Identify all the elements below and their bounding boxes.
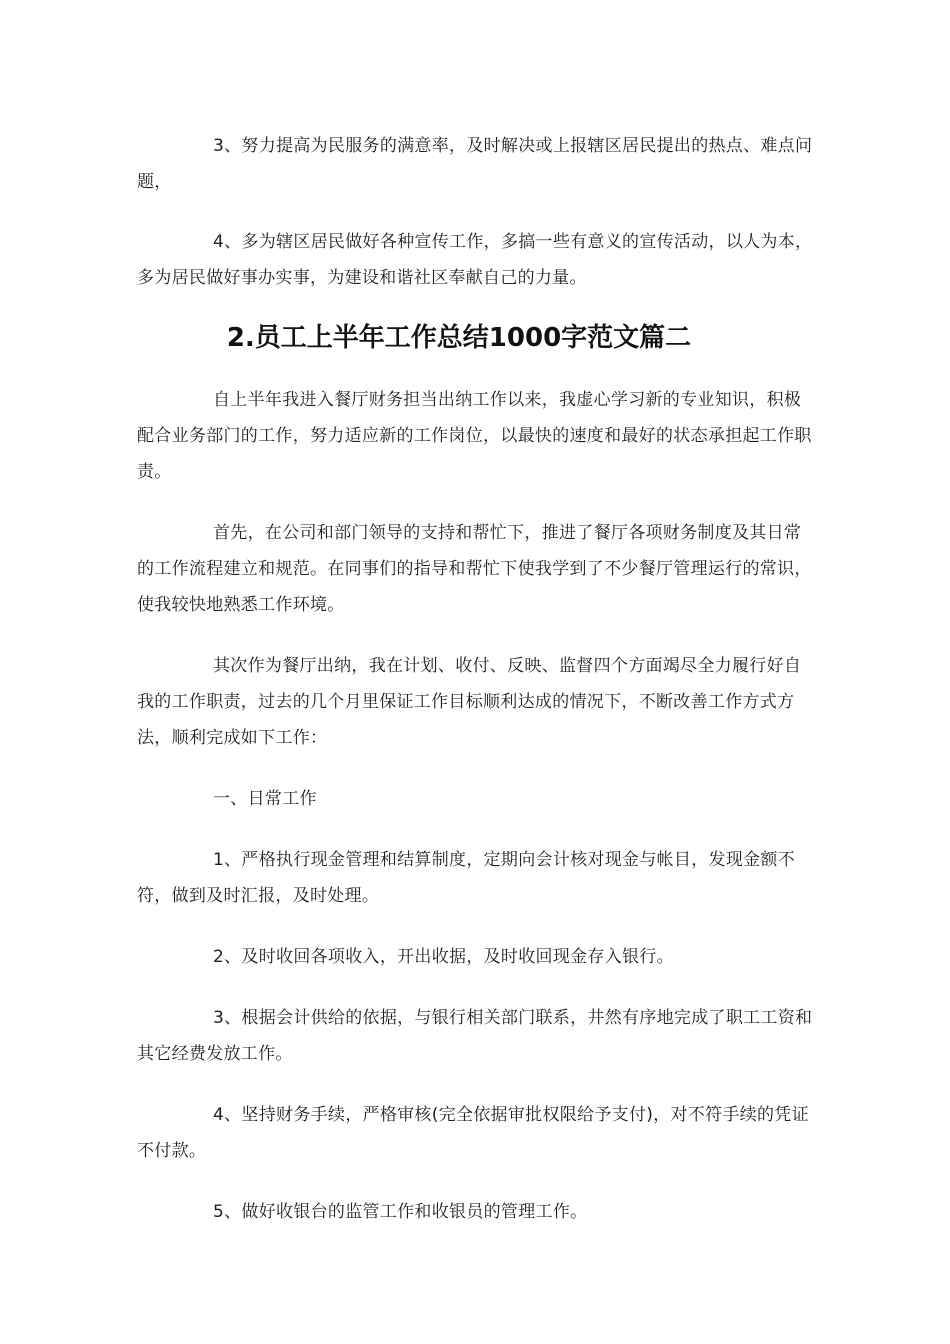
list-item: 1、严格执行现金管理和结算制度，定期向会计核对现金与帐目，发现金额不符，做到及时汇报，及时处理。 (137, 850, 796, 906)
list-item: 2、及时收回各项收入，开出收据，及时收回现金存入银行。 (213, 947, 674, 967)
list-item: 3、根据会计供给的依据，与银行相关部门联系，井然有序地完成了职工工资和其它经费发放工作。 (137, 1008, 813, 1064)
subsection-heading: 一、日常工作 (213, 789, 317, 809)
list-item: 5、做好收银台的监管工作和收银员的管理工作。 (213, 1202, 588, 1222)
list-item: 4、坚持财务手续，严格审核(完全依据审批权限给予支付)，对不符手续的凭证不付款。 (137, 1105, 809, 1161)
paragraph: 4、多为辖区居民做好各种宣传工作，多搞一些有意义的宣传活动，以人为本，多为居民做好事办实事，为建设和谐社区奉献自己的力量。 (137, 232, 813, 288)
document-body (137, 128, 817, 1230)
section-title: 2.员工上半年工作总结1000字范文篇二 (226, 323, 692, 353)
paragraph: 3、努力提高为民服务的满意率，及时解决或上报辖区居民提出的热点、难点问题， (137, 136, 813, 192)
paragraph: 自上半年我进入餐厅财务担当出纳工作以来，我虚心学习新的专业知识，积极配合业务部门的工作，努力适应新的工作岗位，以最快的速度和最好的状态承担起工作职责。 (137, 390, 812, 482)
paragraph: 其次作为餐厅出纳，我在计划、收付、反映、监督四个方面竭尽全力履行好自我的工作职责，过去的几个月里保证工作目标顺利达成的情况下，不断改善工作方式方法，顺利完成如下工作： (137, 656, 802, 748)
paragraph: 首先，在公司和部门领导的支持和帮忙下，推进了餐厅各项财务制度及其日常的工作流程建立和规范。在同事们的指导和帮忙下使我学到了不少餐厅管理运行的常识，使我较快地熟悉工作环境。 (137, 523, 812, 615)
